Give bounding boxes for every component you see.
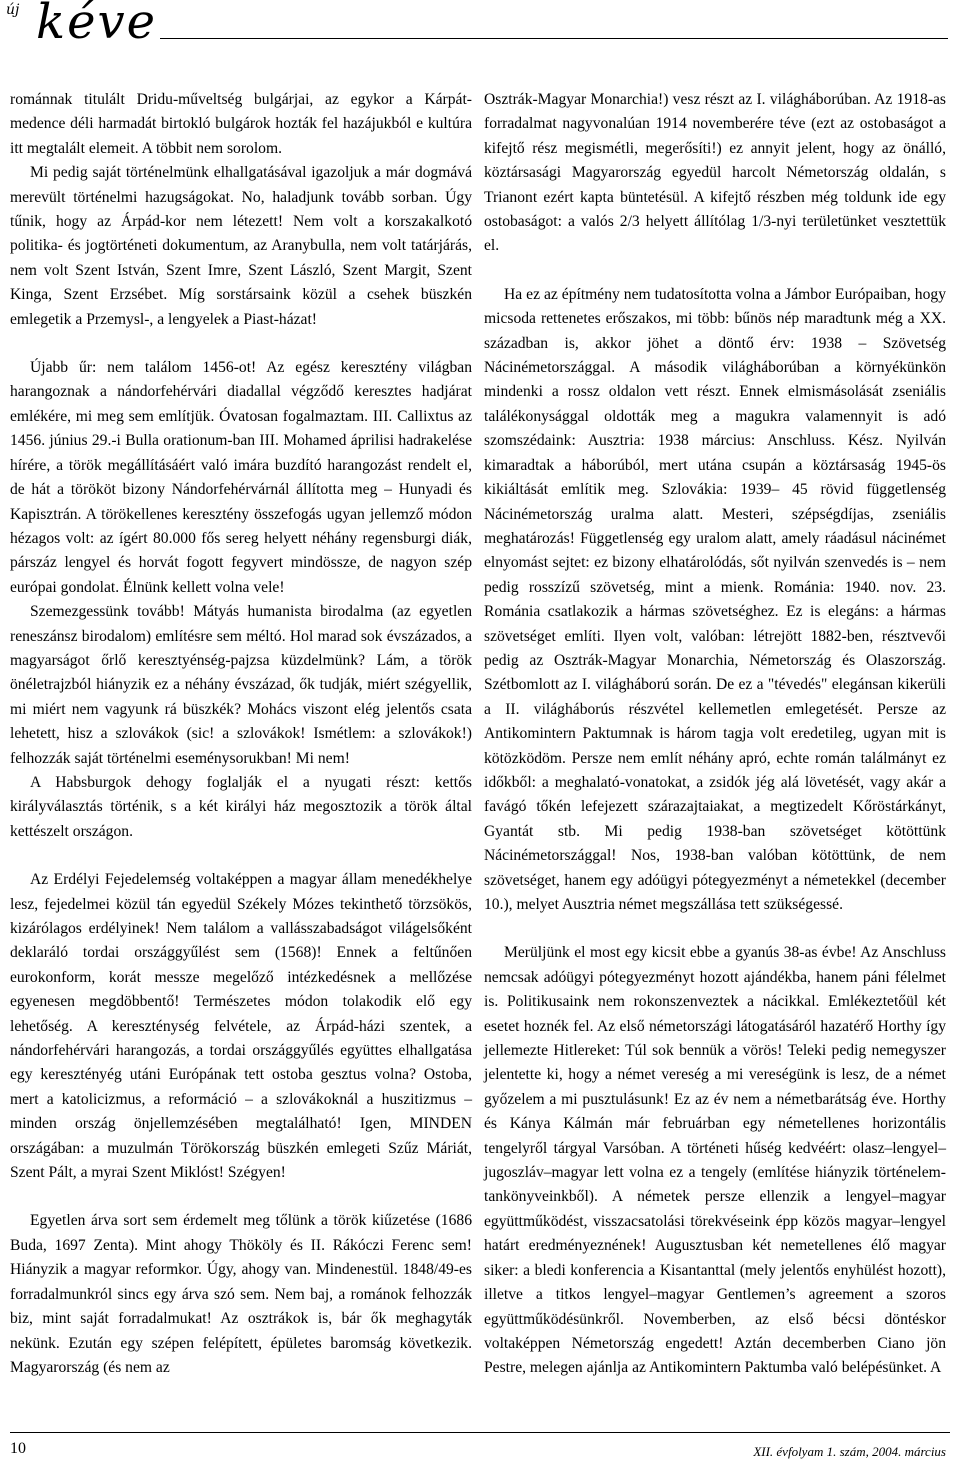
- paragraph: Mi pedig saját történelmünk elhallgatásával igazoljuk a már dogmává merevült történelmi hazugságokat. No, haladjunk tovább sorban. Úgy tűnik, hogy az Árpád-kor nem létezett! Nem volt a korszakalkotó politika- és jogtörténeti dokumentum, az Aranybulla, nem volt tatárjárás, nem volt Szent István, Szent Imre, Szent László, Szent Margit, Szent Kinga, Szent Erzsébet. Míg sorstársaink közül a csehek büszkén emlegetik a Przemysl-, a lengyelek a Piast-házat!: [10, 164, 472, 328]
- masthead: [0, 0, 960, 60]
- paragraph: Újabb űr: nem találom 1456-ot! Az egész keresztény világban harangoznak a nándorfehérvári diadallal végződő keresztes hadjárat emlékére, mi meg sem említjük. Óvatosan fogalmaztam. III. Callixtus az 1456. június 29.-i Bulla orationum-ban III. Mohamed áprilisi hadrakelése hírére, a török megállításáért való imára buzdító harangozást rendelt el, de hát a törököt bizony Nándorfehérvárnál állította meg – Hunyadi és Kapisztrán. A törökellenes keresztény összefogás ugyan jellemző módon hézagos volt: az ígért 80.000 fős sereg helyett néhány regensburgi diák, párszáz lengyel és horvát fogott fegyvert mindössze, de nagyon szép európai gondolat. Élnünk kellett volna vele!: [10, 359, 472, 596]
- magazine-logo-prefix: új: [6, 2, 20, 18]
- footer-rule: [10, 1432, 950, 1433]
- paragraph: Osztrák-Magyar Monarchia!) vesz részt az I. világháborúban. Az 1918-as forradalmat nagyvonalúan 1914 novemberére téve (ezt az ostobaságot a kifejtő rész megismétli, megerősíti!) ez annyit jelent, hogy az önálló, köztársasági Magyarország egyedül harcolt Németország oldalán, s Trianont ezért kapta büntetésül. A kifejtő részben még toldunk ide egy ostobaságot: a valós 2/3 helyett állítólag 1/3-nyi területünket vesztettük el.: [484, 91, 946, 255]
- paragraph: A Habsburgok dehogy foglalják el a nyugati részt: kettős királyválasztás történik, s a két királyi ház megosztozik a török által kettészelt országon.: [10, 773, 472, 840]
- left-column: [10, 88, 472, 1380]
- issue-info: XII. évfolyam 1. szám, 2004. március: [753, 1444, 946, 1459]
- paragraph: Egyetlen árva sort sem érdemelt meg tőlünk a török kiűzetése (1686 Buda, 1697 Zenta). Mint ahogy Thököly és II. Rákóczi Ferenc sem! Hiányzik a magyar reformkor. Úgy, ahogy van. Mindenestül. 1848/49-es forradalmunkról sincs egy árva szó sem. Nem baj, a románok felhozzák biz, mint saját forradalmukat! Az osztrákok is, bár ők meghagyták nekünk. Ezután egy szépen felépített, épületes baromság következik. Magyarország (és nem az: [10, 1212, 472, 1376]
- paragraph: Szemezgessünk tovább! Mátyás humanista birodalma (az egyetlen reneszánsz birodalom) említésre sem méltó. Hol marad sok évszázados, a magyarságot őrlő keresztyénség-pajzsa küzdelmünk? Lám, a török önéletrajzból hiányzik ez a néhány évszázad, ők tudják, miért szégyellik, mi miért nem vagyunk rá büszkék? Mohács viszont elég jelentős csata lehetett, hisz a szlovákok (sic! a szlovákok! Ismétlem: a szlovákok!) felhozzák saját történelmi eseménysorukban! Mi nem!: [10, 603, 472, 767]
- right-column: [484, 88, 946, 1381]
- page-number: 10: [10, 1440, 26, 1457]
- magazine-logo: kéve: [36, 0, 158, 50]
- paragraph: Merüljünk el most egy kicsit ebbe a gyanús 38-as évbe! Az Anschluss nemcsak adóügyi pótegyezményt hozott ajándékba, hanem páni félelmet is. Politikusaink nem rokonszenveztek a nácikkal. Emlékeztetőül két esetet hoznék fel. Az első németországi látogatásáról hazatérő Horthy így jellemezte Hitlereket: Túl sok bennük a vörös! Teleki pedig nemegyszer jelentette ki, hogy a német vereség a mi vereségünk is lesz, de a német győzelem a mi pusztulásunk! Ez az év nem a németbarátság éve. Horthy és Kánya Kálmán már februárban egy németellenes horizontális tengelyről tárgyal Varsóban. A történeti hűség kedvéért: olasz–lengyel–jugoszláv–magyar lett volna ez a tengely (említése hiányzik történelem-tankönyveinkből). A németek persze ellenzik a lengyel–magyar együttműködést, visszacsatolási törekvéseink épp közös magyar–lengyel határt eredményeznének! Augusztusban két nemetellenes élő magyar siker: a bledi konferencia a Kisantanttal (mely jelentős enyhülést hozott), illetve a titkos lengyel–magyar Gentlemen’s agreement a szoros együttműködésünkről. Novemberben, az első bécsi döntéskor voltaképpen Németország engedett! Aztán decemberben Ciano jön Pestre, melegen ajánlja az Antikomintern Paktumba való belépésünket. A: [484, 944, 946, 1377]
- paragraph: Az Erdélyi Fejedelemség voltaképpen a magyar állam menedékhelye lesz, fejedelmei közül tán egyedül Székely Mózes tekinthető törzsökös, kizárólagos erdélyinek! Nem találom a vallásszabadságot világelsőként deklaráló tordai országgyűlést sem (1568)! Ennek a feltűnően eurokonform, korát messze megelőző intézkedésnek a mellőzése egyenesen megdöbbentő! Természetes módon tolakodik elő egy lehetőség. A kereszténység felvétele, az Árpád-házi szentek, a nándorfehérvári harangozás, a tordai országgyűlés együttes elhallgatása egy keresztényég utáni Európának tett ostoba gesztus volna? Ostoba, mert a katolicizmus, a reformáció – a szlovákoknál a huszitizmus – minden ország önjellemzésében megtalálható! Igen, MINDEN országában: a muzulmán Törökország büszkén emlegeti Szűz Máriát, Szent Pált, a myrai Szent Miklóst! Szégyen!: [10, 871, 472, 1182]
- paragraph: románnak titulált Dridu-műveltség bulgárjai, az egykor a Kárpát-medence déli harmadát birtokló bulgárok hozták fel hazájukból e kultúra itt megtalált elemeit. A többit nem sorolom.: [10, 91, 472, 157]
- header-rule: [160, 38, 948, 39]
- paragraph: Ha ez az építmény nem tudatosította volna a Jámbor Európaiban, hogy micsoda rettenetes erőszakos, mi több: bűnös nép maradtunk még a XX. században is, akkor jöhet a döntő érv: 1938 – Szövetség Nácinémetországgal. A második világháborúban a környékünkön mindenki a rossz oldalon vett részt. Ennek elmismásolását zseniális találékonysággal oldották meg a magukra valamennyit is adó szomszédaink: Ausztria: 1938 március: Anschluss. Kész. Nyilván kimaradtak a háborúból, mert utána csupán a köztársaság 1945-ös kikiáltását említik meg. Szlovákia: 1939– 45 rövid függetlenség Nácinémetország uralma alatt. Mesteri, szépségdíjas, zseniális meghatározás! Függetlenség egy uralom alatt, amely ráadásul nácinémet elnyomást sejtet: ez bizony elhatárolódás, sőt nyilván szenvedés is – nem pedig rosszízű szövetség, mint a mienk. Románia: 1940. nov. 23. Románia csatlakozik a hármas szövetséghez. Ez is elegáns: a hármas szövetséget említi. Ilyen volt, valóban: létrejött 1882-ben, résztvevői pedig az Osztrák-Magyar Monarchia, Németország és Olaszország. Szétbomlott az I. világháború során. De ez a "tévedés" elegánsan kikerüli a II. világháborús részvétel kellemetlen emlegetését. Persze az Antikomintern Paktumnak is három tagja volt eredetileg, ugyan mit is kötözködöm. Persze nem említ néhány apró, echte román találmányt ez időkből: a meghalató-vonatokat, a zsidók jég alá lövetését, vagy akár a favágó tőkén lefejezett szárazajtaiakat, a megtizedelt Kőröstárkányt, Gyantát stb. Mi pedig 1938-ban szövetséget kötöttünk Nácinémetországgal! Nos, 1938-ban valóban kötöttünk, de nem szövetséget, hanem egy adóügyi pótegyezményt a németekkel (december 10.), melyet Ausztria német megszállása tett szükségessé.: [484, 285, 946, 913]
